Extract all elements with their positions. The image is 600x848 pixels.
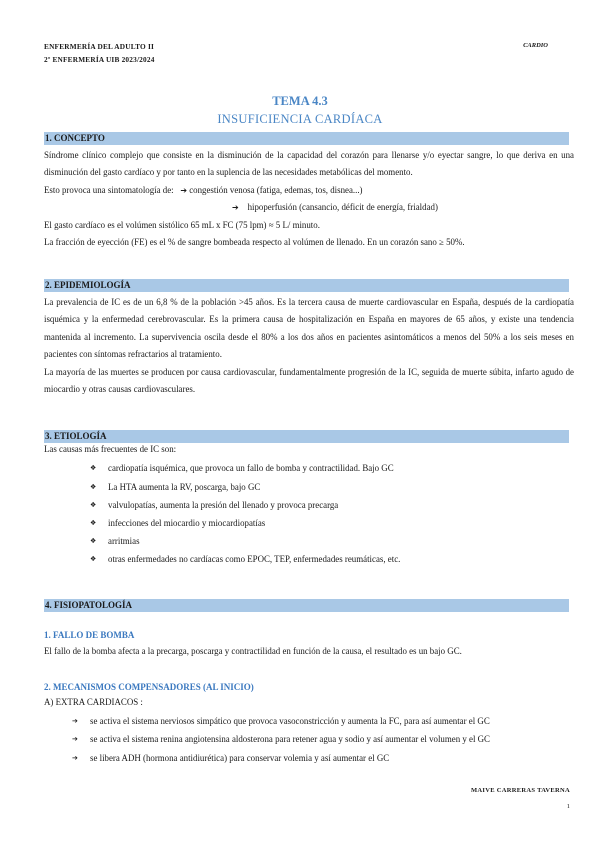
bullet-icon: ❖	[90, 555, 97, 563]
document-header	[44, 40, 155, 66]
author-name: MAIVE CARRERAS TAVERNA	[470, 787, 570, 794]
concepto-gasto-cardiaco: El gasto cardíaco es el volúmen sistólico 65 mL x FC (75 lpm) ≈ 5 L/ minuto.	[44, 220, 320, 230]
fallo-bomba-text: El fallo de la bomba afecta a la precarga, poscarga y contractilidad en función de la causa, el resultado es un bajo GC.	[44, 646, 462, 656]
list-item: ➔ se libera ADH (hormona antidiurética) para conservar volemia y así aumentar el GC	[72, 749, 572, 769]
subheading-mecanismos: 2. MECANISMOS COMPENSADORES (AL INICIO)	[44, 682, 254, 692]
concepto-symptoms-line	[44, 182, 574, 199]
bullet-icon: ❖	[90, 501, 97, 509]
list-item: ❖ otras enfermedades no cardíacas como EPOC, TEP, enfermedades reumáticas, etc.	[90, 550, 570, 570]
list-item: ❖ cardiopatía isquémica, que provoca un fallo de bomba y contractilidad. Bajo GC	[90, 459, 570, 479]
arrow-right-icon: ➔	[72, 717, 78, 725]
epidemiologia-paragraph-1: La prevalencia de IC es de un 6,8 % de la población >45 años. Es la tercera causa de muerte cardiovascular en España, después de la cardiopatía isquémica y la enfermedad cerebrovascular. Es la primera causa de hospitalización en España en mayores de 65 años, y existe una tendencia mantenida al incremento. La supervivencia oscila desde el 80% a los dos años en pacientes asintomáticos a menos del 50% a los seis meses en pacientes con síntomas refractarios al tratamiento.	[44, 297, 574, 359]
extra-cardiacos-label: A) EXTRA CARDIACOS :	[44, 697, 143, 707]
section-heading-epidemiologia: 2. EPIDEMIOLOGÍA	[44, 279, 569, 292]
bullet-icon: ❖	[90, 464, 97, 472]
page-title: TEMA 4.3	[272, 94, 328, 108]
list-item: ❖ infecciones del miocardio y miocardiopatías	[90, 514, 570, 534]
arrow-right-icon: ➔	[232, 203, 239, 212]
course-title: ENFERMERÍA DEL ADULTO II	[44, 42, 155, 51]
page-subtitle: INSUFICIENCIA CARDÍACA	[217, 112, 383, 126]
epidemiologia-paragraph-2: La mayoría de las muertes se producen por causa cardiovascular, fundamentalmente progresión de la IC, seguida de muerte súbita, infarto agudo de miocardio y otras causas cardiovasculares.	[44, 367, 574, 395]
page-number: 1	[566, 803, 570, 810]
concepto-symptoms-line-2	[232, 199, 572, 216]
list-item: ❖ arritmias	[90, 532, 570, 552]
bullet-icon: ❖	[90, 537, 97, 545]
list-item: ❖ valvulopatías, aumenta la presión del llenado y provoca precarga	[90, 496, 570, 516]
bullet-icon: ❖	[90, 519, 97, 527]
list-item: ➔ se activa el sistema nerviosos simpático que provoca vasoconstricción y aumenta la FC, para así aumentar el GC	[72, 712, 572, 732]
list-item: ❖ La HTA aumenta la RV, poscarga, bajo GC	[90, 478, 570, 498]
subheading-fallo-bomba: 1. FALLO DE BOMBA	[44, 630, 135, 640]
etiologia-intro: Las causas más frecuentes de IC son:	[44, 444, 177, 454]
header-topic: CARDIO	[523, 42, 548, 49]
concepto-fraccion-eyeccion: La fracción de eyección (FE) es el % de sangre bombeada respecto al volúmen de llenado. En un corazón sano ≥ 50%.	[44, 237, 465, 247]
course-subtitle: 2º ENFERMERÍA UIB 2023/2024	[44, 55, 155, 64]
symptom-congestion: congestión venosa (fatiga, edemas, tos, disnea...)	[189, 185, 363, 195]
section-heading-concepto: 1. CONCEPTO	[44, 132, 569, 145]
section-heading-fisiopatologia: 4. FISIOPATOLOGÍA	[44, 599, 569, 612]
symptoms-lead: Esto provoca una sintomatología de:	[44, 185, 174, 195]
arrow-right-icon: ➔	[180, 186, 188, 195]
bullet-icon: ❖	[90, 483, 97, 491]
list-item: ➔ se activa el sistema renina angiotensina aldosterona para retener agua y sodio y así aumentar el volumen y el GC	[72, 730, 572, 750]
arrow-right-icon: ➔	[72, 735, 78, 743]
symptom-hypoperfusion: hipoperfusión (cansancio, déficit de energía, frialdad)	[247, 202, 438, 212]
concepto-paragraph-1: Síndrome clínico complejo que consiste en la disminución de la capacidad del corazón para llenarse y/o eyectar sangre, lo que deriva en una disminución del gasto cardíaco y por tanto en la suplencia de las necesidades metabólicas del momento.	[44, 150, 574, 178]
arrow-right-icon: ➔	[72, 754, 78, 762]
section-heading-etiologia: 3. ETIOLOGÍA	[44, 430, 569, 443]
